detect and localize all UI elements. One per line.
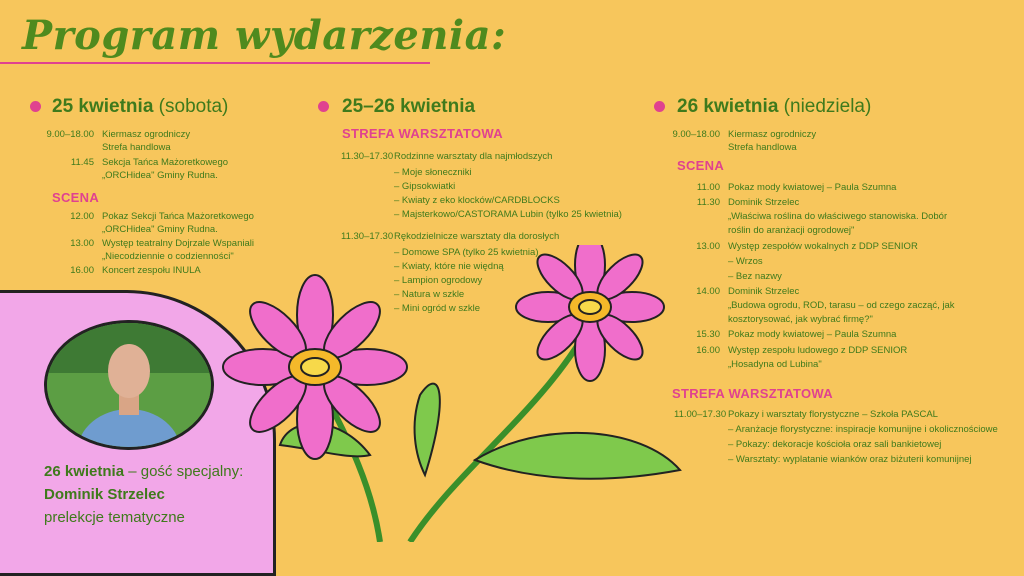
col2-day-heading: 25–26 kwietnia [342, 96, 476, 117]
guest-date-line: 26 kwietnia – gość specjalny: [44, 463, 244, 480]
list-item: – Gipsokwiatki [394, 181, 456, 192]
col2-block2-title: Rękodzielnicze warsztaty dla dorosłych [394, 231, 560, 242]
col1-day-heading: 25 kwietnia (sobota) [52, 96, 229, 117]
list-item: – Mini ogród w szkle [394, 303, 481, 314]
col3-strefa-title: Pokazy i warsztaty florystyczne – Szkoła PASCAL [728, 409, 938, 420]
list-item: – Lampion ogrodowy [394, 275, 483, 286]
bullet-dot [654, 101, 665, 112]
col3-strefa-time: 11.00–17.30 [674, 409, 727, 420]
page-title: Program wydarzenia: [22, 12, 507, 59]
col2-block1-title: Rodzinne warsztaty dla najmłodszych [394, 151, 553, 162]
guest-photo [44, 320, 214, 450]
list-item: – Kwiaty z eko klocków/CARDBLOCKS [394, 195, 560, 206]
col2-block2-time: 11.30–17.30 [341, 231, 394, 242]
col3-scena-label: SCENA [677, 158, 725, 173]
col2-block1-time: 11.30–17.30 [341, 151, 394, 162]
title-underline [0, 62, 430, 64]
col2-strefa-label: STREFA WARSZTATOWA [342, 126, 503, 141]
col3-strefa-label: STREFA WARSZTATOWA [672, 386, 833, 401]
list-item: – Natura w szkle [394, 289, 465, 300]
list-item: – Moje słoneczniki [394, 167, 472, 178]
col3-day-heading: 26 kwietnia (niedziela) [677, 96, 872, 117]
list-item: – Majsterkowo/CASTORAMA Lubin (tylko 25 kwietnia) [394, 209, 622, 220]
col1-scena-label: SCENA [52, 190, 100, 205]
bullet-dot [30, 101, 41, 112]
list-item: – Kwiaty, które nie więdną [394, 261, 504, 272]
guest-name: Dominik Strzelec [44, 486, 165, 503]
list-item: – Aranżacje florystyczne: inspiracje komunijne i okolicznościowe [728, 424, 998, 435]
list-item: – Warsztaty: wyplatanie wianków oraz biżuterii komunijnej [728, 454, 972, 465]
list-item: – Domowe SPA (tylko 25 kwietnia) [394, 247, 539, 258]
list-item: – Pokazy: dekoracje kościoła oraz sali bankietowej [728, 439, 942, 450]
guest-description: prelekcje tematyczne [44, 509, 185, 526]
bullet-dot [318, 101, 329, 112]
